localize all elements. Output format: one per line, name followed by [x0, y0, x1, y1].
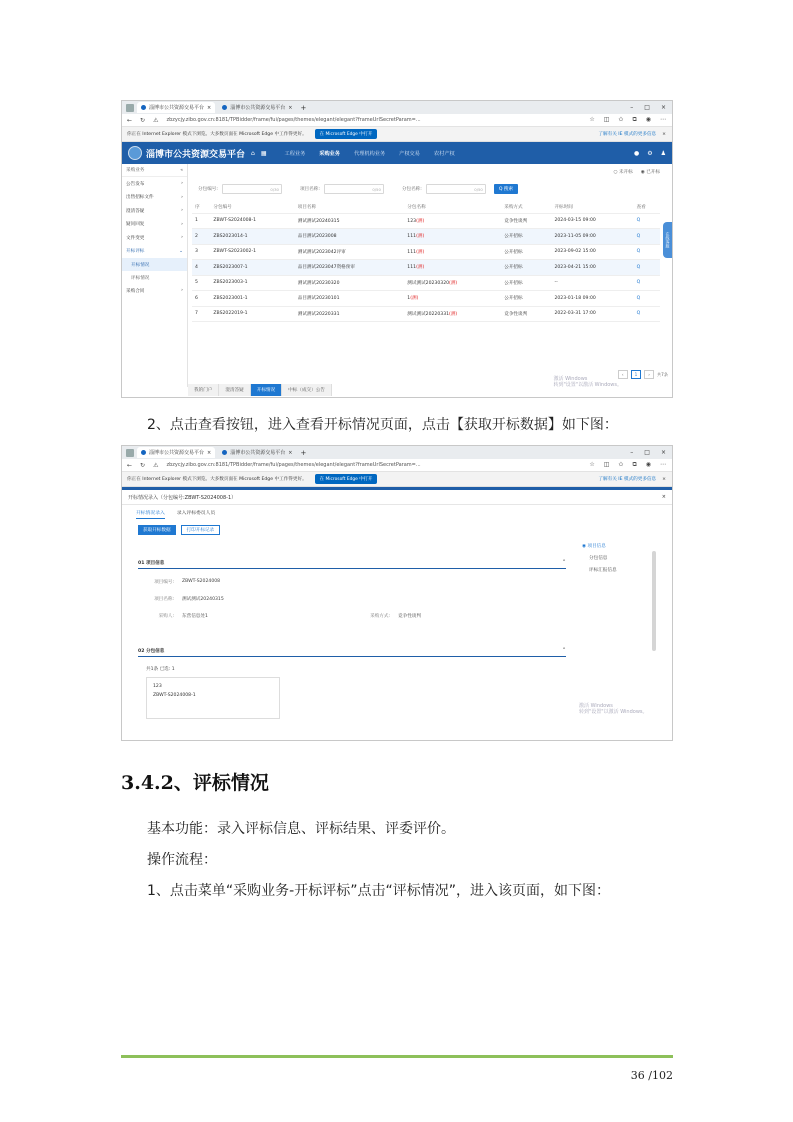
maximize-icon[interactable]: □	[644, 449, 650, 456]
get-opening-data-button[interactable]: 获取开标数据	[138, 525, 176, 535]
col-header: 查看	[634, 202, 660, 213]
app-header	[122, 142, 672, 164]
package-code: ZBWT-S2024008-1	[153, 693, 196, 698]
view-icon[interactable]: Q	[634, 291, 660, 307]
table-row[interactable]: 7 ZBS2022019-1 测试测试20220331 测试测试20220331(测) 竞争性谈判 2022-03-31 17:00 Q	[192, 306, 660, 322]
dialog-content	[122, 541, 672, 741]
close-icon[interactable]: ×	[662, 476, 666, 482]
minimize-icon[interactable]: –	[630, 104, 634, 111]
online-service-tab[interactable]: 在线客服	[663, 222, 672, 258]
warning-icon: ⚠	[153, 116, 159, 124]
table-row[interactable]: 3 ZBWT-S2023002-1 测试测试2023042评审 111(测) 公开招标 2023-09-02 15:00 Q	[192, 244, 660, 260]
url-field[interactable]: zbzycjy.zibo.gov.cn:8181/TPBidder/frame/fui/pages/themes/elegant/elegant?frameUrlSecretParam=...	[166, 462, 421, 468]
chevron-right-icon: ›	[181, 221, 183, 227]
col-header[interactable]: 分包编号	[210, 202, 294, 213]
new-tab-icon[interactable]: +	[300, 103, 307, 112]
window-icon	[126, 104, 134, 112]
sidebar-item[interactable]: 文件变更 ›	[126, 235, 183, 241]
bottom-tabs	[188, 384, 332, 396]
site-icon	[222, 105, 227, 110]
site-icon	[222, 450, 227, 455]
refresh-icon[interactable]: ↻	[140, 461, 146, 469]
site-icon	[141, 450, 146, 455]
sidebar	[122, 164, 188, 387]
ie-mode-bar: 你正在 Internet Explorer 模式下浏览。大多数页面在 Microsoft Edge 中工作得更好。 在 Microsoft Edge 中打开 了解有关 IE 模式的更多信息 ×	[122, 472, 672, 487]
refresh-icon[interactable]: ↻	[140, 116, 146, 124]
open-in-edge-button[interactable]: 在 Microsoft Edge 中打开	[315, 474, 378, 484]
scrollbar[interactable]	[652, 551, 656, 651]
table-row[interactable]: 2 ZBS2023014-1 品目测试2023008 111(测) 公开招标 2023-11-05 09:00 Q	[192, 229, 660, 245]
url-field[interactable]: zbzycjy.zibo.gov.cn:8181/TPBidder/frame/fui/pages/themes/elegant/elegant?frameUrlSecretParam=...	[166, 117, 421, 123]
settings-icon[interactable]: ⚙	[647, 149, 653, 157]
warning-icon: ⚠	[153, 461, 159, 469]
pager-total: 共7条	[656, 371, 668, 377]
sidebar-item[interactable]: 疑问回复 ›	[126, 221, 183, 228]
close-icon[interactable]: ×	[207, 104, 212, 111]
dialog-buttons	[122, 519, 672, 541]
close-icon[interactable]: ×	[207, 449, 212, 456]
sidebar-sub-opening[interactable]: 开标情况	[122, 258, 187, 271]
more-icon[interactable]: ⋯	[660, 116, 666, 123]
logo	[128, 146, 142, 160]
section-package-info[interactable]: 02 分包信息 ⌃	[138, 645, 566, 657]
dialog-title-bar	[122, 490, 672, 505]
grid-icon[interactable]: ▦	[260, 149, 267, 157]
collections-icon[interactable]: ⧉	[632, 461, 637, 468]
footer-divider	[121, 1055, 673, 1058]
col-header[interactable]: 开标时间	[551, 202, 633, 213]
chevron-right-icon: ›	[181, 288, 183, 294]
browser-tab[interactable]: 淄博市公共资源交易平台 ×	[137, 447, 215, 458]
nav-engineering[interactable]: 工程业务	[284, 150, 306, 157]
windows-watermark: 激活 Windows 转到"设置"以激活 Windows。	[553, 376, 622, 388]
chevron-right-icon: ›	[181, 208, 183, 214]
site-icon	[141, 105, 146, 110]
windows-watermark: 激活 Windows 转到"设置"以激活 Windows。	[579, 703, 648, 715]
window-icon	[126, 449, 134, 457]
field-purchaser: 采购人: 东营信息处1	[158, 614, 208, 619]
table-row[interactable]: 4 ZBS2023007-1 品目测试2023047资格预审 111(测) 公开招标 2023-04-21 15:00 Q	[192, 260, 660, 276]
package-code-input[interactable]: 0/30	[222, 184, 282, 194]
view-icon[interactable]: Q	[634, 229, 660, 245]
prev-page-button[interactable]: ‹	[618, 370, 628, 379]
project-name-input[interactable]: 0/50	[324, 184, 384, 194]
profile-icon[interactable]: ◉	[645, 116, 651, 123]
view-icon[interactable]: Q	[634, 275, 660, 291]
close-icon[interactable]: ×	[662, 131, 666, 137]
table-row[interactable]: 1 ZBWT-S2024008-1 测试测试20240315 123(测) 竞争性谈判 2024-03-15 09:00 Q	[192, 213, 660, 229]
screenshot-bid-opening-list	[121, 100, 673, 398]
split-icon[interactable]: ◫	[603, 461, 610, 468]
main-panel	[188, 164, 672, 387]
chevron-down-icon: ⌄	[179, 248, 183, 254]
chevron-up-icon[interactable]: ⌃	[562, 648, 566, 653]
section-heading: 3.4.2、评标情况	[121, 772, 269, 794]
dialog-tabs	[122, 505, 672, 519]
radio-not-opened[interactable]: ○ 未开标	[613, 170, 633, 175]
outline-project-info[interactable]: ◉ 项目信息	[582, 544, 606, 549]
chevron-right-icon: ›	[181, 235, 183, 241]
browser-tabbar	[122, 446, 672, 459]
split-icon[interactable]: ◫	[603, 116, 610, 123]
view-icon[interactable]: Q	[634, 306, 660, 322]
view-icon[interactable]: Q	[634, 213, 660, 229]
table-row[interactable]: 6 ZBS2023001-1 品目测试20230101 1(测) 公开招标 2023-01-18 09:00 Q	[192, 291, 660, 307]
sidebar-sub-evaluation[interactable]: 评标情况	[131, 275, 150, 281]
outline-evaluation-info[interactable]: 评标汇报信息	[589, 568, 617, 573]
nav-rural[interactable]: 农村产权	[433, 150, 455, 157]
back-icon[interactable]: ←	[127, 116, 133, 124]
close-icon[interactable]: ×	[288, 449, 293, 456]
tab-clarify[interactable]: 澄清答疑	[219, 384, 250, 396]
nav-agency[interactable]: 代理机构业务	[354, 150, 386, 157]
paragraph-function: 基本功能：录入评标信息、评标结果、评委评价。	[147, 821, 455, 837]
home-icon[interactable]: ⌂	[251, 149, 255, 157]
nav-property[interactable]: 产权交易	[399, 150, 420, 157]
screenshot-bid-opening-entry	[121, 445, 673, 741]
field-project-name: 项目名称: 测试测试20240315	[154, 597, 224, 602]
star-icon[interactable]: ☆	[589, 116, 595, 123]
close-window-icon[interactable]: ×	[660, 449, 666, 456]
filter-label: 项目名称:	[299, 187, 320, 192]
paragraph-process: 操作流程：	[147, 852, 217, 868]
package-card[interactable]	[146, 677, 280, 719]
page-button[interactable]: 1	[631, 370, 642, 379]
tab-portal[interactable]: 我的门户	[188, 384, 219, 396]
pager	[618, 370, 668, 379]
package-count: 共1条 已选: 1	[146, 667, 175, 672]
more-icon[interactable]: ⋯	[660, 461, 666, 468]
bid-table	[192, 202, 660, 322]
nav-procurement[interactable]: 采购业务	[319, 150, 341, 157]
radio-opened[interactable]: ◉ 已开标	[640, 170, 660, 175]
package-name: 123	[153, 684, 162, 689]
view-icon[interactable]: Q	[634, 244, 660, 260]
close-window-icon[interactable]: ×	[660, 104, 666, 111]
chevron-right-icon: ›	[181, 194, 183, 200]
address-bar	[122, 459, 672, 472]
back-icon[interactable]: ←	[127, 461, 133, 469]
col-header: 序	[192, 202, 210, 213]
new-tab-icon[interactable]: +	[300, 448, 307, 457]
print-opening-record-button[interactable]: 打印开标记录	[181, 525, 221, 535]
col-header: 采购方式	[501, 202, 551, 213]
caption-step2: 2、点击查看按钮，进入查看开标情况页面，点击【获取开标数据】如下图：	[147, 417, 618, 433]
search-button[interactable]: Q 搜索	[494, 184, 518, 194]
filter-label: 分包名称:	[401, 187, 422, 192]
field-method: 采购方式: 竞争性谈判	[370, 614, 421, 619]
sidebar-item[interactable]: 出售招标文件 ›	[126, 194, 183, 201]
outline-nav	[582, 541, 617, 577]
minimize-icon[interactable]: –	[630, 449, 634, 456]
app-title: 淄博市公共资源交易平台	[146, 149, 246, 160]
table-row[interactable]: 5 ZBS2023003-1 测试测试20230320 测试测试20230320(测) 公开招标 -- Q	[192, 275, 660, 291]
tab-committee-entry[interactable]: 录入评标委员人员	[176, 511, 216, 516]
maximize-icon[interactable]: □	[644, 104, 650, 111]
favorites-icon[interactable]: ✩	[618, 461, 624, 468]
bell-icon[interactable]: ●	[633, 149, 640, 157]
outline-package-info[interactable]: 分包信息	[589, 556, 608, 561]
section-project-info[interactable]: 01 项目信息 ⌃	[138, 557, 566, 569]
browser-tab[interactable]: 淄博市公共资源交易平台 ×	[218, 102, 296, 113]
chevron-up-icon[interactable]: ⌃	[562, 560, 566, 565]
close-icon[interactable]: ×	[288, 104, 293, 111]
page-number: 36 /102	[630, 1069, 673, 1082]
user-icon[interactable]: ♟	[660, 149, 666, 157]
star-icon[interactable]: ☆	[589, 461, 595, 468]
sidebar-item[interactable]: 公告发布 ›	[126, 181, 183, 187]
browser-tab[interactable]: 淄博市公共资源交易平台 ×	[218, 447, 296, 458]
package-name-input[interactable]: 0/50	[426, 184, 486, 194]
close-icon[interactable]: ×	[661, 494, 666, 500]
open-in-edge-button[interactable]: 在 Microsoft Edge 中打开	[315, 129, 378, 139]
col-header[interactable]: 分包名称	[404, 202, 501, 213]
chevron-right-icon: ›	[181, 181, 183, 187]
collections-icon[interactable]: ⧉	[632, 116, 637, 123]
next-page-button[interactable]: ›	[644, 370, 654, 379]
sidebar-item[interactable]: 澄清答疑 ›	[126, 208, 183, 214]
filter-label: 分包编号:	[198, 187, 218, 192]
tab-award[interactable]: 中标（成交）公告	[282, 384, 332, 396]
ie-mode-bar: 你正在 Internet Explorer 模式下浏览。大多数页面在 Microsoft Edge 中工作得更好。 在 Microsoft Edge 中打开 了解有关 IE 模式的更多信息 ×	[122, 127, 672, 142]
dialog-title: 开标情况录入（分包编号:ZBWT-S2024008-1）	[128, 494, 237, 501]
browser-tab[interactable]: 淄博市公共资源交易平台 ×	[137, 102, 215, 113]
sidebar-item-bid-opening[interactable]: 开标评标 ⌄	[126, 248, 183, 255]
collapse-icon[interactable]: «	[180, 167, 183, 173]
view-icon[interactable]: Q	[634, 260, 660, 276]
favorites-icon[interactable]: ✩	[618, 116, 624, 123]
col-header[interactable]: 项目名称	[295, 202, 405, 213]
address-bar	[122, 114, 672, 127]
ie-mode-link[interactable]: 了解有关 IE 模式的更多信息	[598, 132, 657, 137]
paragraph-step1: 1、点击菜单“采购业务-开标评标”点击“评标情况”，进入该页面，如下图：	[147, 883, 610, 899]
field-project-code: 项目编号: ZBWT-S2024008	[154, 579, 221, 585]
sidebar-title: 采购业务	[126, 168, 145, 173]
ie-mode-link[interactable]: 了解有关 IE 模式的更多信息	[598, 477, 657, 482]
browser-tabbar	[122, 101, 672, 114]
sidebar-item[interactable]: 采购合同 ›	[126, 288, 183, 294]
tab-opening-entry[interactable]: 开标情况录入	[136, 509, 165, 519]
profile-icon[interactable]: ◉	[645, 461, 651, 468]
tab-opening[interactable]: 开标情况	[251, 384, 282, 396]
